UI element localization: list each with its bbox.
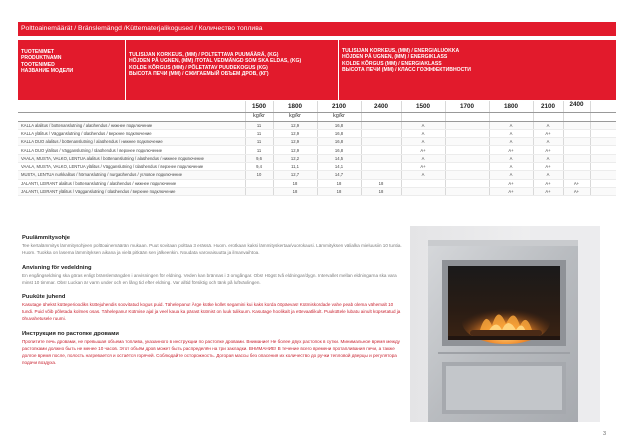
table-cell bbox=[590, 154, 616, 162]
table-cell: A bbox=[533, 138, 563, 146]
table-cell: A+ bbox=[533, 179, 563, 187]
table-cell bbox=[245, 179, 273, 187]
table-cell bbox=[563, 129, 590, 137]
table-cell bbox=[445, 138, 489, 146]
table-cell: A bbox=[533, 171, 563, 179]
table-cell: A+ bbox=[533, 187, 563, 195]
table-cell: 16,8 bbox=[317, 138, 361, 146]
table-cell: A bbox=[401, 154, 445, 162]
table-cell bbox=[361, 171, 401, 179]
table-cell: 11 bbox=[245, 138, 273, 146]
table-cell: 12,9 bbox=[273, 146, 317, 154]
table-cell: 9,6 bbox=[245, 154, 273, 162]
table-cell bbox=[361, 138, 401, 146]
table-cell bbox=[533, 112, 563, 121]
table-cell: kg/kr bbox=[317, 112, 361, 121]
table-cell: A+ bbox=[401, 162, 445, 170]
table-cell bbox=[18, 101, 245, 112]
table-cell: 14,7 bbox=[317, 171, 361, 179]
header-product: TUOTENIMET PRODUKTNAMN TOOTENIMED НАЗВАНИЕ МОДЕЛИ bbox=[18, 40, 125, 100]
table-row bbox=[18, 146, 616, 154]
table-cell: 10 bbox=[245, 171, 273, 179]
table-cell bbox=[445, 179, 489, 187]
table-cell: 18 bbox=[361, 187, 401, 195]
table-cell: 11 bbox=[245, 121, 273, 129]
table-cell: kg/kr bbox=[273, 112, 317, 121]
table-cell bbox=[445, 121, 489, 129]
table-cell: 14,1 bbox=[317, 162, 361, 170]
table-row bbox=[18, 121, 616, 129]
table-cell bbox=[245, 187, 273, 195]
table-cell: KALLA ylälitus / Vägganslutning / ülaühendus / верхнее подключение bbox=[18, 129, 245, 137]
table-cell: 1800 bbox=[273, 101, 317, 112]
table-cell bbox=[445, 129, 489, 137]
table-cell: A bbox=[489, 121, 533, 129]
table-cell: 2400 bbox=[361, 101, 401, 112]
table-cell bbox=[445, 162, 489, 170]
table-cell: VAALA, MUSTA, VALKO, LENTUA alalitus / bottenanslutning / alaühendus / нижнее подключение bbox=[18, 154, 245, 162]
table-cell bbox=[445, 112, 489, 121]
table-row bbox=[18, 162, 616, 170]
table-cell bbox=[590, 121, 616, 129]
table-cell bbox=[590, 179, 616, 187]
table-cell: A bbox=[401, 171, 445, 179]
table-cell: 12,9 bbox=[273, 129, 317, 137]
table-cell bbox=[489, 112, 533, 121]
table-cell bbox=[563, 138, 590, 146]
table-cell bbox=[590, 129, 616, 137]
table-cell: 18 bbox=[317, 179, 361, 187]
table-cell: 1800 bbox=[489, 101, 533, 112]
table-cell: 18 bbox=[273, 187, 317, 195]
fuel-table bbox=[18, 101, 616, 196]
table-cell: kg/kr bbox=[245, 112, 273, 121]
table-cell: 1700 bbox=[445, 101, 489, 112]
table-cell bbox=[18, 112, 245, 121]
table-cell bbox=[590, 171, 616, 179]
table-cell: A+ bbox=[489, 187, 533, 195]
table-cell: 1500 bbox=[401, 101, 445, 112]
table-cell bbox=[590, 112, 616, 121]
table-cell bbox=[361, 154, 401, 162]
table-cell: KALLA DUO alalitus / bottenanslutning / alaühendus / нижнее подключение bbox=[18, 138, 245, 146]
table-cell bbox=[445, 154, 489, 162]
table-cell: A bbox=[489, 154, 533, 162]
table-cell: A+ bbox=[489, 179, 533, 187]
table-cell: 18 bbox=[273, 179, 317, 187]
header-fuel-amount: TULISIJAN KORKEUS, (MM) / POLTETTAVA PUUMÄÄRÄ, (KG) HÖJDEN PÅ UGNEN, (MM) /TOTAL VEDMÄNGD SOM SKA ELDAS, (KG) KOLDE KÕRGUS (MM) / PÕLETATAV PUUDEKOGUS (KG) ВЫСОТА ПЕЧИ (MM) / СЖИГАЕМЫЙ ОБЪЕМ ДРОВ, (КГ) bbox=[125, 40, 338, 100]
table-cell: A bbox=[401, 138, 445, 146]
table-cell: 16,8 bbox=[317, 146, 361, 154]
table-cell: 12,2 bbox=[273, 154, 317, 162]
table-row bbox=[18, 138, 616, 146]
table-cell: A bbox=[489, 129, 533, 137]
table-cell: A bbox=[489, 171, 533, 179]
instructions bbox=[22, 234, 404, 366]
table-cell: 12,7 bbox=[273, 171, 317, 179]
table-cell: 12,9 bbox=[273, 138, 317, 146]
fireplace-image bbox=[410, 226, 600, 422]
size-header-row bbox=[18, 101, 616, 112]
section-title: Инструкция по растопке дровами bbox=[22, 330, 119, 337]
table-cell: KALLA alalitus / bottenanslutning / alaühendus / нижнее подключение bbox=[18, 121, 245, 129]
table-cell bbox=[590, 101, 616, 112]
section-title: Puuküte juhend bbox=[22, 294, 66, 300]
table-cell: 11 bbox=[245, 146, 273, 154]
table-row bbox=[18, 171, 616, 179]
table-cell: 18 bbox=[317, 187, 361, 195]
table-cell: A bbox=[489, 162, 533, 170]
table-cell bbox=[445, 171, 489, 179]
table-cell: 2400 bbox=[563, 101, 590, 112]
table-cell bbox=[563, 162, 590, 170]
table-cell: 11,1 bbox=[273, 162, 317, 170]
section-body: Tee kertalämmitys lämmitysohjeen polttoainemäärän mukaan. Puut sovitaan polttaa 3 erässä. Huom. erotkaan kaksi lämmityskertaa/vuorokausi. Lämmityksen välialka mieluusiin 10 tuntia. Huom. Tuokka on lasema lämmityksen aikana ja vielä pitkään sen jälkeenkin. Noudata varovaisuutta ja ilmanvaihtoa. bbox=[22, 243, 402, 255]
table-cell: A+ bbox=[533, 162, 563, 170]
table-cell: JALANTI, LEIRANT ylälitus / Vägganslutning / ülaühendus / верхнее подключение bbox=[18, 187, 245, 195]
table-cell bbox=[563, 112, 590, 121]
table-cell bbox=[590, 138, 616, 146]
page-number: 3 bbox=[603, 431, 607, 437]
table-cell: 18 bbox=[361, 179, 401, 187]
table-cell: A bbox=[401, 121, 445, 129]
section-body: Пропитите печь дровами, не превышая объема топлива, указанного в инструкции по растопке дровами. Внимание! Не более двух растопок в сутки. Минимальное время между растопками должно быть не менее 10 часов. Этот объём дров может быть распределён на три закладки. ВНИМАНИЕ! В течение всего времени протапливания печи, а также долгое время после, полость нагревается и остаётся горячей. Соблюдайте осторожность. Догорая массы без опасения их количество до ручки тепловой дверцы и регулятора подачи воздуха. bbox=[22, 338, 400, 365]
table-cell: 16,8 bbox=[317, 121, 361, 129]
table-cell: A+ bbox=[563, 179, 590, 187]
table-cell bbox=[563, 154, 590, 162]
table-cell bbox=[590, 187, 616, 195]
table-cell bbox=[401, 187, 445, 195]
section-body: Kasutage ühekst kütteperioodiks küttejuhendis soovitatud kogus puid. Tähelepanu! Ärge kütke kollet segamini kui kaks korda ööpäevas! Kütmiskordade vahe peab olema vähemalt 10 tundi. Puid võib põletada kolmes osas. Tähelepanu! Kütmise ajal ja veel kaua ka pärast kütmist on luuk tulikuum. Kasutage hoolikalt ja ettevaatlikult. Puuküttele lubatu ainult küpsetatud ja öhuvahetusele ruumi. bbox=[22, 302, 401, 321]
section-title: Puulämmitysohje bbox=[22, 235, 70, 241]
table-cell: 9,4 bbox=[245, 162, 273, 170]
table-cell: A+ bbox=[533, 146, 563, 154]
table-cell: A+ bbox=[563, 187, 590, 195]
unit-header-row bbox=[18, 112, 616, 121]
table-cell bbox=[401, 179, 445, 187]
table-cell bbox=[361, 162, 401, 170]
section-title: Anvisning för vedeldning bbox=[22, 264, 92, 271]
section-body: En engångseldning ska göras enligt bränslemängden i anvisningen för eldning. Veden kan brännas i 3 omgångar. Obs! Högst två eldningar/dygn. Intervallet mellan eldningarna ska vara minst 10 timmar. Obs! Luckan är varm under och en lång tid efter eldning. Var alltid försiktig och tänk på luftväxlingen. bbox=[22, 272, 397, 285]
table-cell: A+ bbox=[401, 146, 445, 154]
table-row bbox=[18, 179, 616, 187]
table-header bbox=[18, 40, 616, 100]
table-cell bbox=[563, 171, 590, 179]
header-energy-class: TULISIJAN KORKEUS, (MM) / ENERGIALUOKKA HÖJDEN PÅ UGNEN, (MM) / ENERGIKLASS KOLDE KÕRGUS (MM) / ENERGIAKLASS ВЫСОТА ПЕЧИ (MM) / КЛАСС ГОЭФФЕКТИВНОСТИ bbox=[338, 40, 616, 100]
table-cell bbox=[563, 121, 590, 129]
table-cell: MUSTA, LENTUA nurkkalitus / hörnanslutning / nurgaühendus / угловое подключение bbox=[18, 171, 245, 179]
table-cell bbox=[445, 146, 489, 154]
table-cell: 16,8 bbox=[317, 129, 361, 137]
table-cell: KALLA DUO ylälitus / Vägganslutning / ülaühendus / верхнее подключение bbox=[18, 146, 245, 154]
table-cell bbox=[361, 121, 401, 129]
table-cell bbox=[361, 129, 401, 137]
table-cell: 2100 bbox=[317, 101, 361, 112]
table-row bbox=[18, 154, 616, 162]
table-cell: A bbox=[533, 121, 563, 129]
page-title: Polttoainemäärät / Bränslemängd /Küttematerjalikogused / Количество топлива bbox=[18, 22, 616, 36]
table-cell: A+ bbox=[489, 146, 533, 154]
table-cell: 14,5 bbox=[317, 154, 361, 162]
table-cell: JALANTI, LEIRANT alalitus / bottenanslutning / alaühendus / нижнее подключение bbox=[18, 179, 245, 187]
table-cell: A bbox=[489, 138, 533, 146]
table-row bbox=[18, 187, 616, 195]
table-cell: 12,9 bbox=[273, 121, 317, 129]
table-cell bbox=[401, 112, 445, 121]
table-row bbox=[18, 129, 616, 137]
table-cell bbox=[361, 112, 401, 121]
table-cell bbox=[590, 162, 616, 170]
table-cell: VAALA, MUSTA, VALKO, LENTUA ylälitus / Vägganslutning / ülaühendus / верхнее подключение bbox=[18, 162, 245, 170]
table-cell bbox=[590, 146, 616, 154]
table-cell bbox=[361, 146, 401, 154]
table-cell bbox=[445, 187, 489, 195]
table-cell: 2100 bbox=[533, 101, 563, 112]
table-cell: 11 bbox=[245, 129, 273, 137]
table-cell: A bbox=[533, 154, 563, 162]
table-cell bbox=[563, 146, 590, 154]
table-cell: A+ bbox=[533, 129, 563, 137]
table-cell: 1500 bbox=[245, 101, 273, 112]
table-cell: A bbox=[401, 129, 445, 137]
